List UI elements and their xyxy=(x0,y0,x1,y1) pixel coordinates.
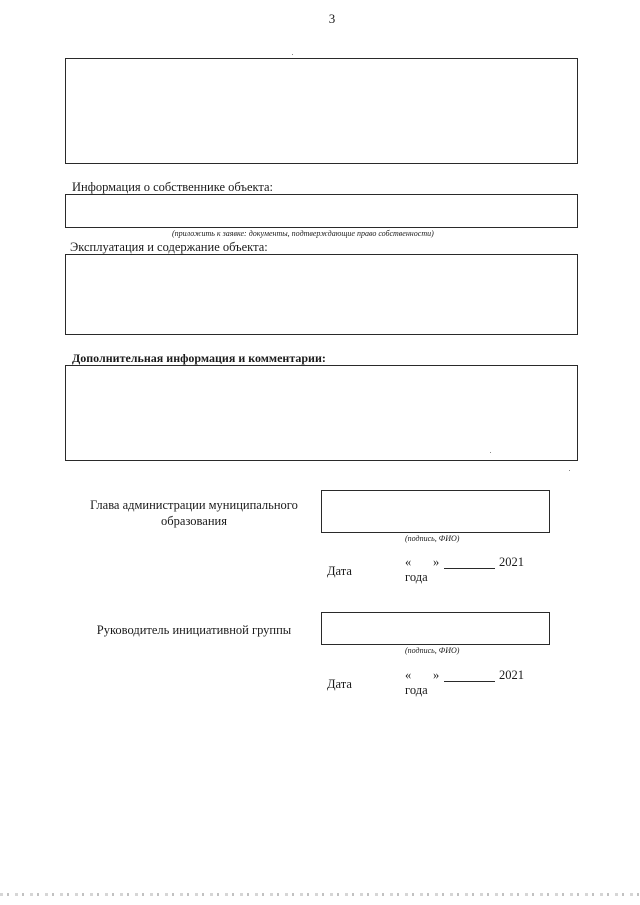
operation-field[interactable] xyxy=(65,254,578,335)
leader-date-blank[interactable] xyxy=(444,681,495,682)
owner-info-label: Информация о собственнике объекта: xyxy=(72,180,274,194)
leader-date-year-suffix: года xyxy=(405,683,428,697)
owner-info-hint: (приложить к заявке: документы, подтверждающие право собственности) xyxy=(172,229,434,238)
head-date-year-suffix: года xyxy=(405,570,428,584)
leader-date-label: Дата xyxy=(327,677,352,691)
scan-speck xyxy=(569,470,570,471)
head-date-label: Дата xyxy=(327,564,352,578)
owner-info-field[interactable] xyxy=(65,194,578,228)
leader-date-close-quote: » xyxy=(433,668,440,682)
leader-date-year: 2021 xyxy=(499,668,524,682)
head-date-close-quote: » xyxy=(433,555,440,569)
head-date-year: 2021 xyxy=(499,555,524,569)
head-date-open-quote: « xyxy=(405,555,412,569)
initiative-group-leader-label: Руководитель инициативной группы xyxy=(96,623,292,637)
additional-info-field[interactable] xyxy=(65,365,578,461)
scan-edge-noise xyxy=(0,893,640,896)
leader-signature-field[interactable] xyxy=(321,612,550,645)
operation-label: Эксплуатация и содержание объекта: xyxy=(70,240,268,254)
scan-speck xyxy=(490,452,491,453)
head-of-administration-label: Глава администрации муниципального образования xyxy=(90,498,298,529)
top-text-box[interactable] xyxy=(65,58,578,164)
leader-date-open-quote: « xyxy=(405,668,412,682)
head-signature-field[interactable] xyxy=(321,490,550,533)
scan-speck xyxy=(292,54,293,55)
leader-signature-hint: (подпись, ФИО) xyxy=(405,646,460,655)
head-date-blank[interactable] xyxy=(444,568,495,569)
page-number: 3 xyxy=(328,11,336,26)
additional-info-label: Дополнительная информация и комментарии: xyxy=(72,351,326,365)
head-signature-hint: (подпись, ФИО) xyxy=(405,534,460,543)
